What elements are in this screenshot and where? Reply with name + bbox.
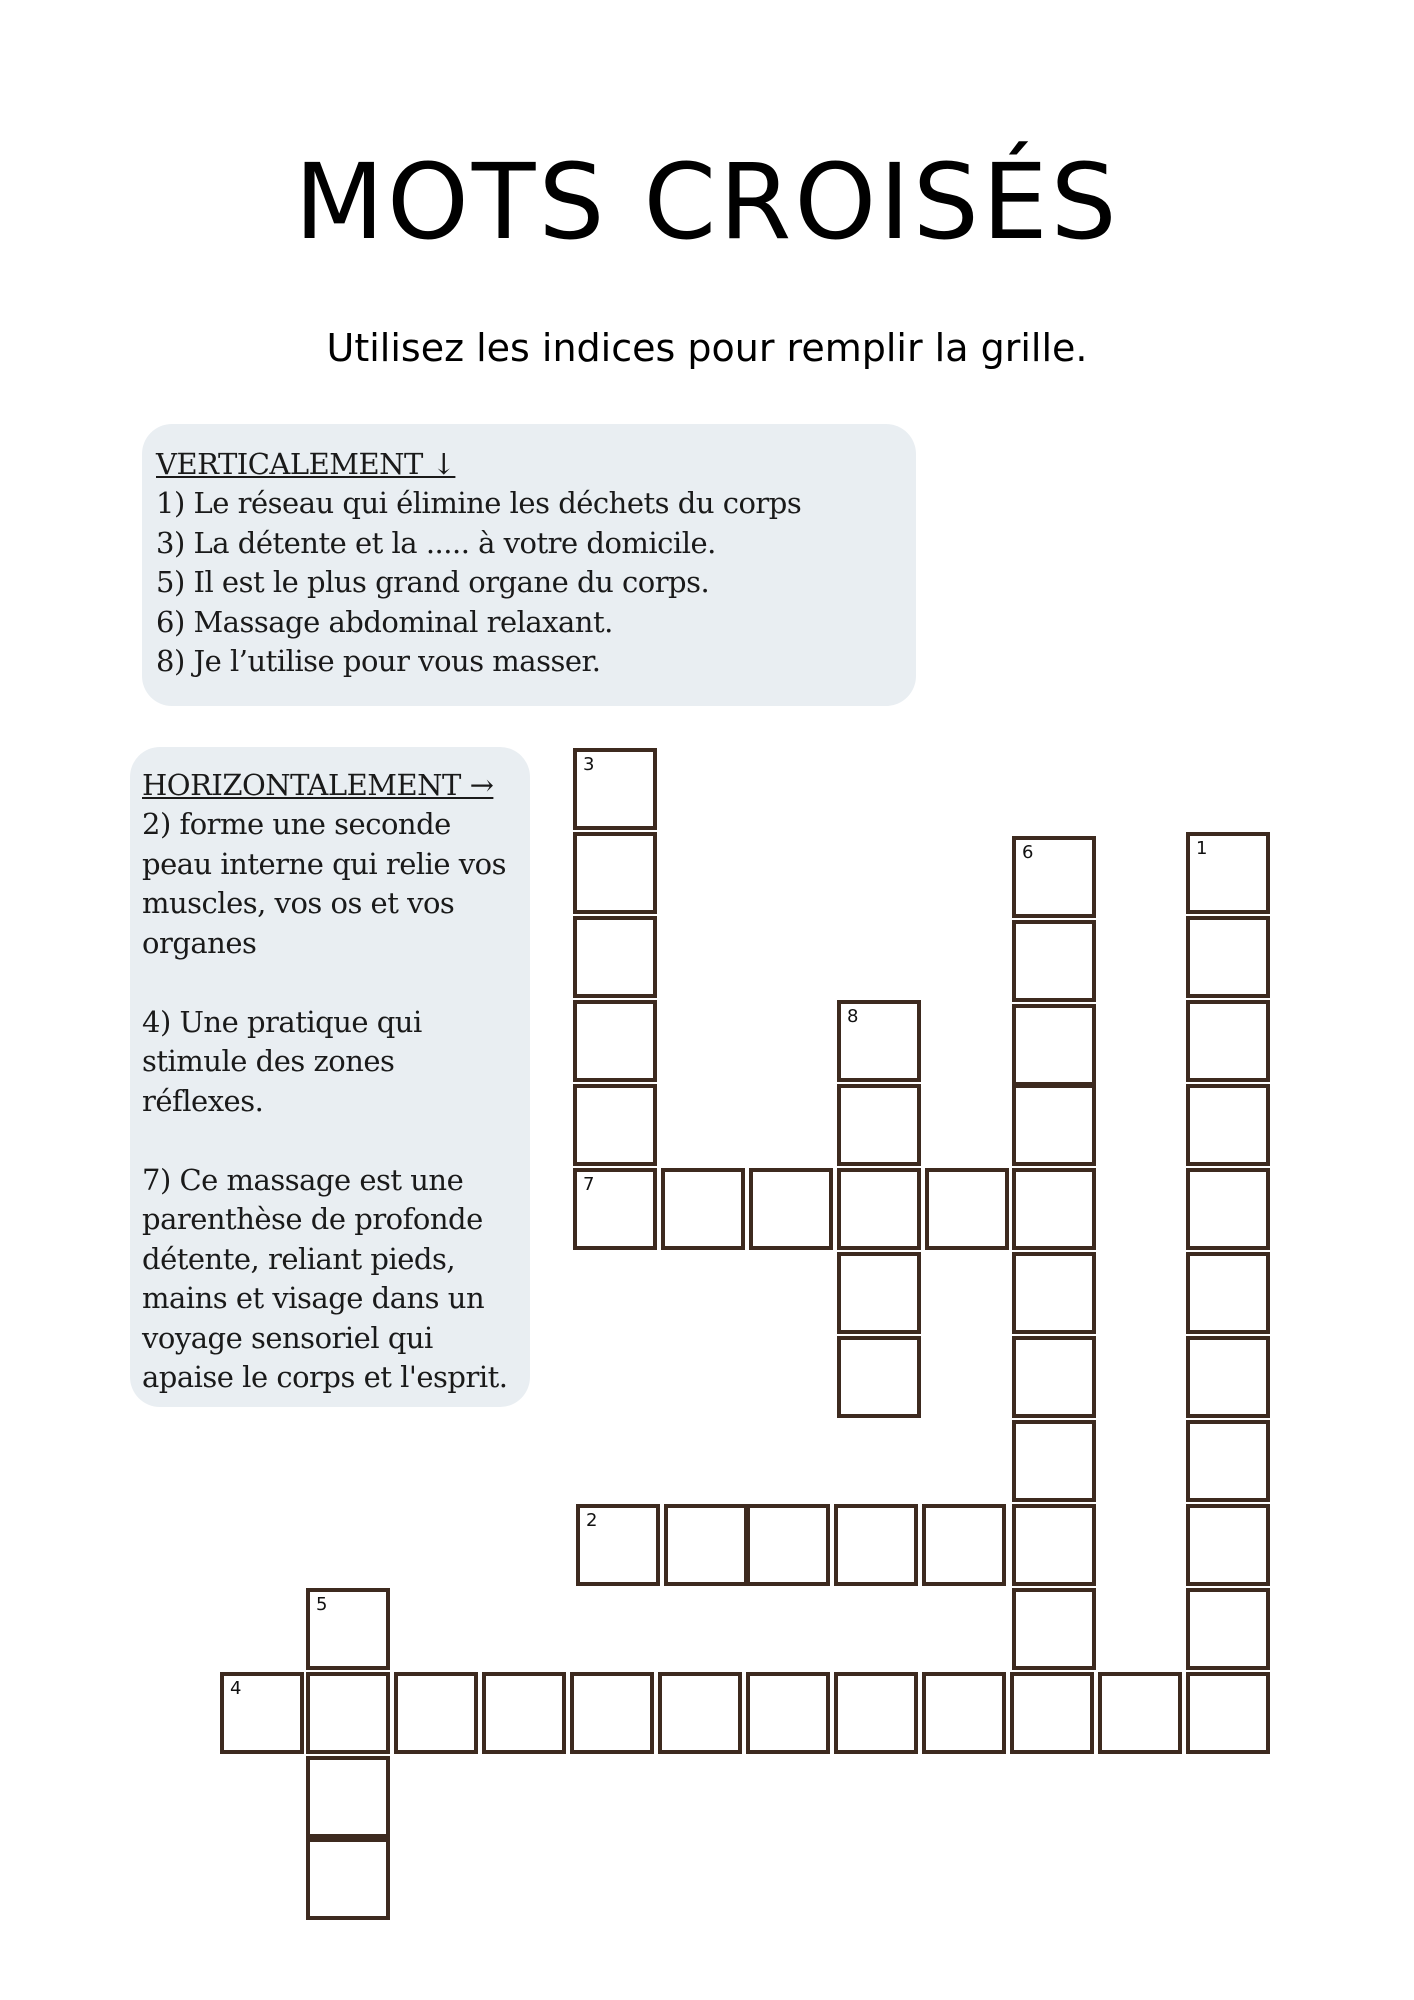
crossword-cell[interactable] [1186,1168,1270,1250]
horizontal-clues-heading: HORIZONTALEMENT → [142,768,494,802]
vertical-clue-5: 5) Il est le plus grand organe du corps. [156,565,710,599]
page-title: MOTS CROISÉS [294,141,1120,263]
crossword-cell[interactable] [1012,836,1096,918]
crossword-cell[interactable] [658,1672,742,1754]
crossword-cell[interactable] [573,1168,657,1250]
clue-number: 5 [316,1594,328,1615]
crossword-cell[interactable] [922,1504,1006,1586]
clue-number: 3 [583,754,595,775]
crossword-cell[interactable] [1098,1672,1182,1754]
crossword-cell[interactable] [1012,1504,1096,1586]
horizontal-clues-box [130,747,530,1407]
crossword-cell[interactable] [570,1672,654,1754]
crossword-cell[interactable] [1186,1672,1270,1754]
crossword-cell[interactable] [306,1838,390,1920]
clue-number: 6 [1022,842,1034,863]
crossword-cell[interactable] [1186,1504,1270,1586]
crossword-cell[interactable] [573,748,657,830]
horizontal-clue-2: 2) forme une seconde peau interne qui relie vos muscles, vos os et vos organes [142,807,507,960]
crossword-cell[interactable] [1012,1168,1096,1250]
crossword-cell[interactable] [394,1672,478,1754]
horizontal-clue-7: 7) Ce massage est une parenthèse de profonde détente, reliant pieds, mains et visage dans un voyage sensoriel qui apaise le corps et l'esprit. [142,1162,508,1394]
crossword-cell[interactable] [1012,1004,1096,1086]
clue-number: 8 [847,1006,859,1027]
crossword-cell[interactable] [306,1588,390,1670]
crossword-cell[interactable] [746,1504,830,1586]
crossword-cell[interactable] [220,1672,304,1754]
crossword-cell[interactable] [573,916,657,998]
crossword-cell[interactable] [1186,1084,1270,1166]
crossword-cell[interactable] [925,1168,1009,1250]
crossword-cell[interactable] [1012,1084,1096,1166]
crossword-cell[interactable] [1186,1588,1270,1670]
crossword-cell[interactable] [1012,1588,1096,1670]
crossword-cell[interactable] [922,1672,1006,1754]
crossword-cell[interactable] [1186,916,1270,998]
crossword-cell[interactable] [837,1336,921,1418]
crossword-cell[interactable] [573,832,657,914]
clue-number: 7 [583,1174,595,1195]
crossword-cell[interactable] [746,1672,830,1754]
crossword-cell[interactable] [834,1672,918,1754]
crossword-cell[interactable] [837,1168,921,1250]
crossword-cell[interactable] [1186,1252,1270,1334]
crossword-cell[interactable] [1186,1000,1270,1082]
crossword-cell[interactable] [837,1252,921,1334]
vertical-clues-box [142,424,916,706]
crossword-cell[interactable] [306,1672,390,1754]
crossword-cell[interactable] [664,1504,748,1586]
crossword-cell[interactable] [1186,1420,1270,1502]
crossword-cell[interactable] [834,1504,918,1586]
crossword-cell[interactable] [661,1168,745,1250]
clue-number: 1 [1196,838,1208,859]
crossword-cell[interactable] [837,1000,921,1082]
crossword-cell[interactable] [1012,1336,1096,1418]
clue-number: 2 [586,1510,598,1531]
vertical-clue-8: 8) Je l’utilise pour vous masser. [156,644,601,678]
horizontal-clue-4: 4) Une pratique qui stimule des zones réflexes. [142,1004,422,1118]
crossword-cell[interactable] [1012,1420,1096,1502]
crossword-cell[interactable] [1010,1672,1094,1754]
vertical-clue-3: 3) La détente et la ..... à votre domicile. [156,525,716,560]
crossword-cell[interactable] [749,1168,833,1250]
crossword-cell[interactable] [482,1672,566,1754]
page-subtitle: Utilisez les indices pour remplir la grille. [326,326,1088,370]
vertical-clues-heading: VERTICALEMENT ↓ [156,447,456,481]
clue-number: 4 [230,1678,242,1699]
crossword-cell[interactable] [1012,1252,1096,1334]
vertical-clue-1: 1) Le réseau qui élimine les déchets du corps [156,486,802,520]
crossword-cell[interactable] [1186,1336,1270,1418]
crossword-cell[interactable] [573,1000,657,1082]
crossword-cell[interactable] [306,1756,390,1838]
crossword-cell[interactable] [573,1084,657,1166]
crossword-cell[interactable] [837,1084,921,1166]
crossword-cell[interactable] [1186,832,1270,914]
vertical-clue-6: 6) Massage abdominal relaxant. [156,604,613,639]
crossword-cell[interactable] [1012,920,1096,1002]
crossword-cell[interactable] [576,1504,660,1586]
